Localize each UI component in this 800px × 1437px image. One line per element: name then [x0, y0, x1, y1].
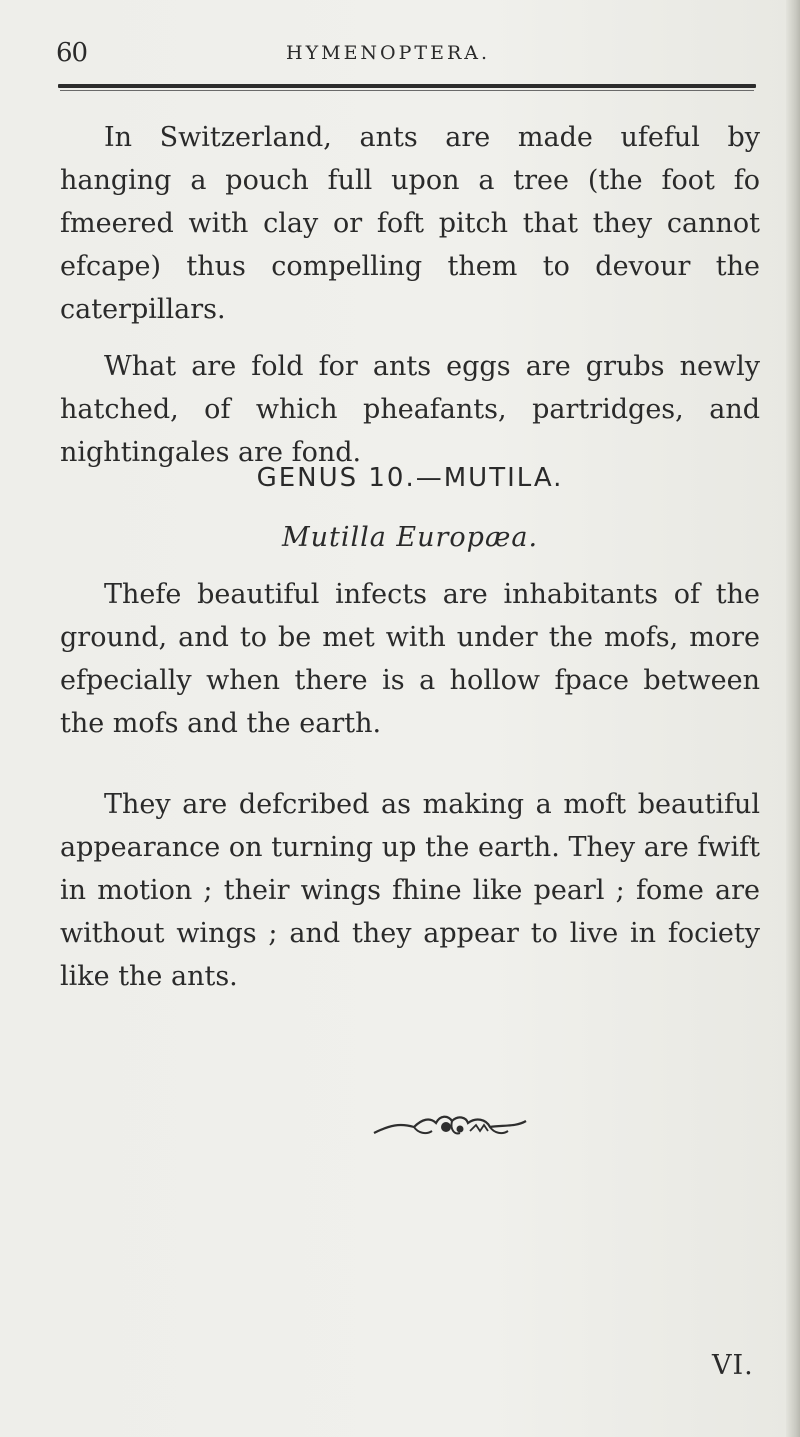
tailpiece-ornament-icon: [370, 1103, 530, 1153]
paragraph-switzerland-ants: In Switzerland, ants are made ufeful by hanging a pouch full upon a tree (the foot fo fmeered with clay or foft pitch that they cannot efcape) thus compelling them to devour the caterpillars.: [60, 122, 760, 325]
paragraph-ants-eggs: What are fold for ants eggs are grubs newly hatched, of which pheafants, partridges, and nightingales are fond.: [60, 351, 760, 468]
page-edge: [786, 0, 800, 1437]
page-number: 60: [56, 38, 88, 68]
paragraph-habitat: Thefe beautiful infects are inhabitants of the ground, and to be met with under the mofs, more efpecially when there is a hollow fpace between the mofs and the earth.: [60, 579, 760, 739]
running-head: [56, 32, 756, 72]
running-title: HYMENOPTERA.: [286, 42, 491, 64]
catchword: VI.: [712, 1350, 754, 1381]
header-rule-thin: [60, 90, 754, 91]
genus-heading: GENUS 10.—MUTILA.: [256, 463, 564, 493]
header-rule: [58, 84, 756, 88]
species-name: Mutilla Europæa.: [281, 522, 539, 553]
paragraph-description: They are defcribed as making a moft beautiful appearance on turning up the earth. They are fwift in motion ; their wings fhine like pearl ; fome are without wings ; and they appear to live in fociety like the ants.: [60, 789, 760, 992]
